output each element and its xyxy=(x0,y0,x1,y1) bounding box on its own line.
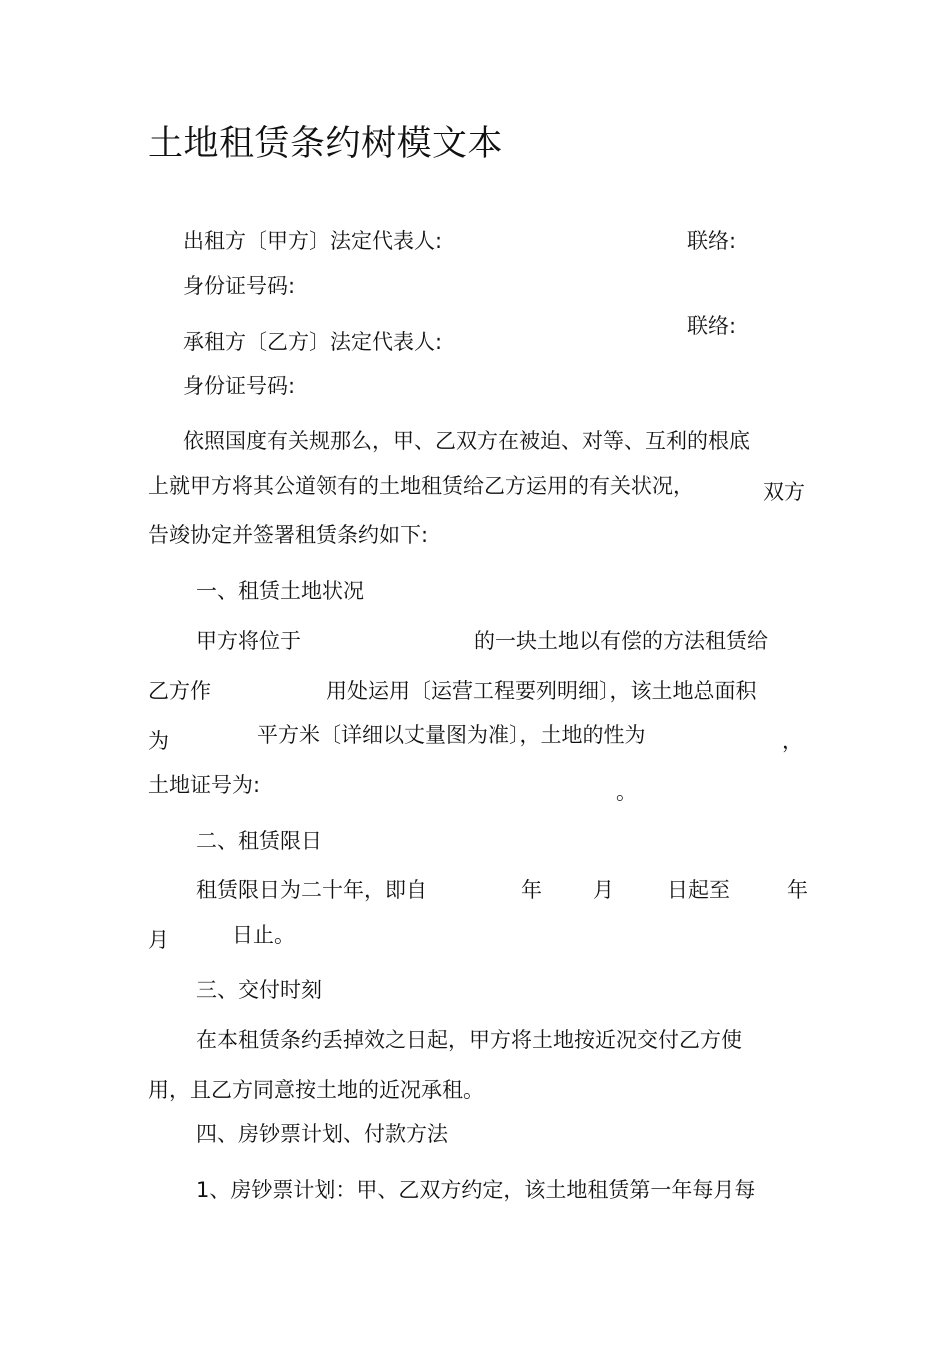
section-1-text: 甲方将位于 xyxy=(196,629,301,653)
section-1-punct: 。 xyxy=(616,780,637,804)
document-title: 土地租赁条约树模文本 xyxy=(148,124,504,164)
section-2-text: 租赁限日为二十年，即自 xyxy=(196,878,427,902)
section-1-punct: ， xyxy=(782,729,803,753)
lessee-contact-label: 联络: xyxy=(687,314,737,338)
section-1-heading: 一、租赁土地状况 xyxy=(196,579,364,603)
preamble-line-3: 告竣协定并签署租赁条约如下: xyxy=(148,523,429,547)
lessor-representative-label: 出租方〔甲方〕法定代表人: xyxy=(183,229,443,253)
section-1-text: 用处运用〔运营工程要列明细〕，该土地总面积 xyxy=(326,679,757,703)
section-2-heading: 二、租赁限日 xyxy=(196,829,322,853)
preamble-line-2: 上就甲方将其公道领有的土地租赁给乙方运用的有关状况， xyxy=(148,474,694,498)
section-3-heading: 三、交付时刻 xyxy=(196,978,322,1002)
section-1-text: 的一块土地以有偿的方法租赁给 xyxy=(474,629,768,653)
lessor-id-label: 身份证号码: xyxy=(183,274,296,298)
section-2-year-label: 年 xyxy=(787,878,808,902)
section-2-month-label: 月 xyxy=(593,878,614,902)
preamble-line-1: 依照国度有关规那么，甲、乙双方在被迫、对等、互利的根底 xyxy=(183,429,750,453)
lessee-representative-label: 承租方〔乙方〕法定代表人: xyxy=(183,330,443,354)
section-2-text: 日止。 xyxy=(232,923,295,947)
preamble-line-2-tail: 双方 xyxy=(763,480,805,504)
section-1-text: 乙方作 xyxy=(148,679,211,703)
section-2-month-label: 月 xyxy=(148,928,169,952)
section-3-text: 在本租赁条约丢掉效之日起，甲方将土地按近况交付乙方使 xyxy=(196,1028,742,1052)
section-4-heading: 四、房钞票计划、付款方法 xyxy=(196,1122,448,1146)
section-1-text: 平方米〔详细以丈量图为准〕，土地的性为 xyxy=(257,723,646,747)
section-1-text: 为 xyxy=(148,729,169,753)
section-2-year-label: 年 xyxy=(521,878,542,902)
section-3-text: 用，且乙方同意按土地的近况承租。 xyxy=(148,1078,484,1102)
section-1-text: 土地证号为: xyxy=(148,773,261,797)
lessor-contact-label: 联络: xyxy=(687,229,737,253)
section-2-day-label: 日起至 xyxy=(667,878,730,902)
section-4-item-1: 1、房钞票计划：甲、乙双方约定，该土地租赁第一年每月每 xyxy=(196,1178,756,1202)
lessee-id-label: 身份证号码: xyxy=(183,374,296,398)
